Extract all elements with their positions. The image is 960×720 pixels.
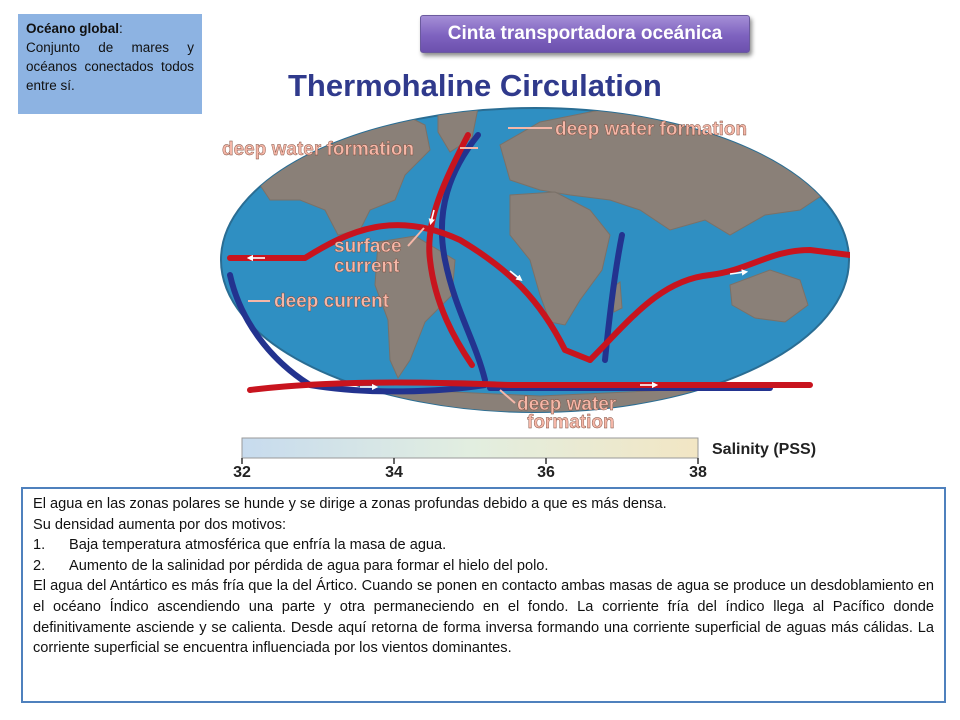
label-deep-water-formation-south-line2: formation bbox=[527, 412, 615, 433]
list-item-text: Aumento de la salinidad por pérdida de agua para formar el hielo del polo. bbox=[69, 557, 549, 574]
colorbar-tick-label: 36 bbox=[537, 464, 555, 480]
reasons-list bbox=[33, 535, 934, 576]
explanation-lead: Su densidad aumenta por dos motivos: bbox=[33, 516, 287, 533]
title-banner: Cinta transportadora oceánica bbox=[420, 15, 750, 53]
label-deep-current: deep current bbox=[274, 291, 390, 312]
label-surface-current-line1: surface bbox=[334, 236, 402, 257]
label-deep-water-formation-south-line1: deep water bbox=[517, 394, 617, 415]
explanation-body: El agua del Antártico es más fría que la del Ártico. Cuando se ponen en contacto ambas masas de agua se produce un desdoblamiento en el océano Índico ascendiendo una parte y otra permaneciendo en el fondo. La corriente fría del índico llega al Pacífico donde definitivamente asciende y se calienta. Desde aquí retorna de forma inversa formando una corriente superficial de aguas más cálidas. La corriente superficial se encuentra influenciada por los vientos dominantes. bbox=[33, 578, 934, 657]
colorbar-tick-label: 38 bbox=[689, 464, 707, 480]
explanation-box bbox=[21, 487, 946, 703]
list-item-number: 1. bbox=[33, 537, 46, 554]
list-item-text: Baja temperatura atmosférica que enfría la masa de agua. bbox=[69, 537, 447, 554]
label-surface-current-line2: current bbox=[334, 256, 400, 277]
list-item bbox=[33, 535, 934, 556]
colorbar-tick-label: 34 bbox=[385, 464, 403, 480]
colorbar-tick-label: 32 bbox=[233, 464, 251, 480]
label-deep-water-formation-west: deep water formation bbox=[222, 139, 415, 160]
definition-title: Océano global bbox=[26, 21, 120, 36]
colorbar-label: Salinity (PSS) bbox=[712, 441, 817, 458]
thermohaline-map bbox=[210, 60, 850, 480]
definition-heading bbox=[26, 19, 194, 38]
definition-box bbox=[18, 14, 202, 114]
salinity-colorbar bbox=[242, 438, 698, 458]
definition-text: Conjunto de mares y océanos conectados todos entre sí. bbox=[26, 40, 194, 93]
figure-title: Thermohaline Circulation bbox=[288, 68, 662, 103]
label-deep-water-formation-north: deep water formation bbox=[555, 119, 748, 140]
list-item-number: 2. bbox=[33, 557, 46, 574]
explanation-intro: El agua en las zonas polares se hunde y se dirige a zonas profundas debido a que es más densa. bbox=[33, 496, 667, 512]
definition-title-colon: : bbox=[119, 21, 123, 36]
list-item bbox=[33, 556, 934, 577]
